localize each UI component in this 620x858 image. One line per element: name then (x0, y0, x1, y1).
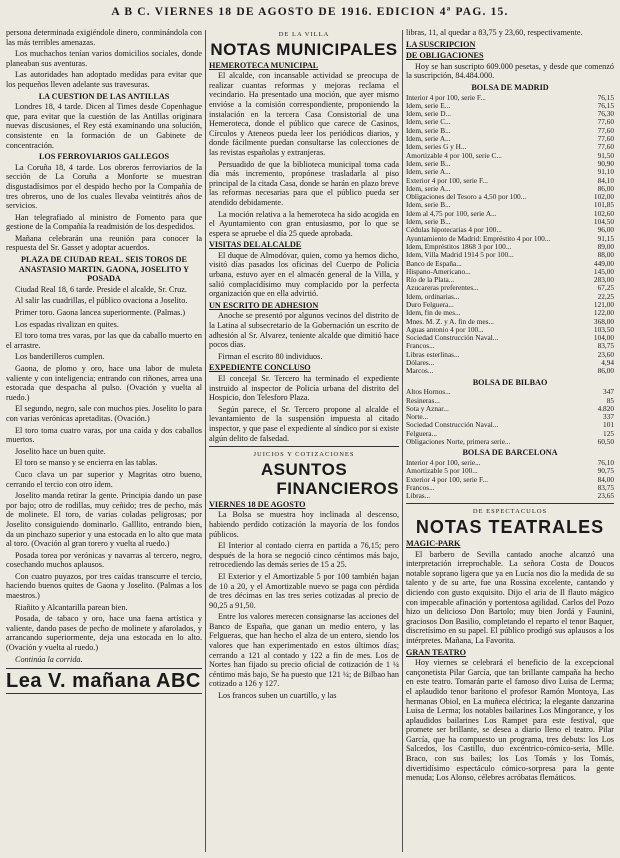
paragraph: Posada torea por verónicas y navarras al tercero, negro, cosechando muchos aplausos. (6, 550, 202, 570)
table-row (406, 492, 614, 500)
security-price: 121,00 (593, 300, 614, 309)
section-heading: VIERNES 18 DE AGOSTO (209, 499, 306, 509)
divider (406, 503, 614, 504)
security-name: Cédulas hipotecarias 4 por 100... (406, 226, 502, 235)
security-price: 368,00 (593, 317, 614, 326)
security-price: 91,10 (597, 168, 614, 177)
advertisement-banner: Lea V. mañana ABC (6, 670, 201, 693)
section-kicker: DE ESPECTACULOS (472, 508, 548, 516)
security-name: Amortizable 5 por 100... (406, 467, 478, 476)
paragraph: Los francos suben un cuartillo, y las (218, 691, 337, 701)
security-price: 77,60 (597, 135, 614, 144)
column-middle (209, 28, 399, 854)
table-row (406, 388, 614, 396)
security-name: Obligaciones Norte, primera serie... (406, 438, 511, 447)
table-row (406, 293, 614, 301)
security-name: Río de la Plata... (406, 276, 455, 285)
security-name: Norte... (406, 413, 429, 422)
security-name: Ayuntamiento de Madrid: Empréstito 4 por 100... (406, 234, 551, 243)
quotes-table-bilbao (406, 388, 614, 446)
security-price: 23,65 (597, 492, 614, 501)
table-row (406, 185, 614, 193)
section-heading: DE OBLIGACIONES (406, 51, 484, 61)
security-price: 76,15 (597, 93, 614, 102)
table-row (406, 268, 614, 276)
security-price: 103,50 (593, 325, 614, 334)
table-row (406, 152, 614, 160)
security-price: 76,30 (597, 110, 614, 119)
security-price: 104,00 (593, 334, 614, 343)
security-name: Sota y Aznar... (406, 404, 449, 413)
security-name: Idem, Empréstitos 1868 3 por 100... (406, 242, 512, 251)
security-price: 102,60 (593, 209, 614, 218)
section-heading: UN ESCRITO DE ADHESION (209, 300, 319, 310)
paragraph: Los muchachos tenían varios domicilios sociales, donde planeaban sus aventuras. (6, 49, 202, 68)
paragraph: El Exterior y el Amortizable 5 por 100 también bajan de 10 a 20, y el Amortizable nuevo se paga con pérdida de tres décimas en las tres series cotizadas al precio de 90,25 a 91,50. (209, 571, 399, 610)
table-row (406, 143, 614, 151)
paragraph: Al salir las cuadrillas, el público ovaciona a Joselito. (15, 296, 188, 306)
section-kicker: DE LA VILLA (278, 31, 330, 38)
security-name: Idem al 4,75 por 100, serie A... (406, 209, 497, 218)
table-row (406, 367, 614, 375)
paragraph: Primer toro. Gaona lancea superiormente. (Palmas.) (15, 308, 186, 318)
table-row (406, 421, 614, 429)
paragraph: Joselito hace un buen quite. (15, 446, 106, 456)
security-price: 77,60 (597, 118, 614, 127)
security-name: Exterior 4 por 100, serie F... (406, 475, 488, 484)
security-price: 60,50 (597, 438, 614, 447)
table-row (406, 168, 614, 176)
security-name: Francos... (406, 483, 435, 492)
security-price: 22,25 (597, 292, 614, 301)
table-row (406, 342, 614, 350)
paragraph: Persuadido de que la biblioteca municipal toma cada día más incremento, propónese trasladarla al piso principal de la citada Casa, donde se harán en plazo breve las reformas necesarias para que el público pueda ser atendido debidamente. (209, 159, 399, 207)
table-title: BOLSA DE BILBAO (472, 377, 548, 387)
column-left (6, 28, 202, 854)
column-rule (402, 30, 403, 852)
paragraph: El concejal Sr. Tercero ha terminado el expediente instruido al inspector de Policía urbana del distrito del Hospicio, don Telesforo Plaza. (209, 374, 399, 403)
security-name: Idem, serie E... (406, 101, 451, 110)
table-row (406, 359, 614, 367)
security-price: 76,15 (597, 101, 614, 110)
section-heading: LOS FERROVIARIOS GALLEGOS (38, 152, 170, 162)
section-title: FINANCIEROS (276, 478, 399, 498)
paragraph: Posada, de tabaco y oro, hace una faena artística y valiente, dando pases de pecho de molinete y afarolados, y arrancando superiormente, deja una estocada en lo alto. (Ovación y vuelta al ruedo.) (6, 614, 202, 653)
security-price: 86,00 (597, 367, 614, 376)
table-row (406, 201, 614, 209)
paragraph: Con cuatro puyazos, por tres caídas transcurre el tercio, haciendo buenos quites de Gaona y Joselito. (Palmas a los maestros.) (6, 571, 202, 601)
table-row (406, 413, 614, 421)
table-row (406, 284, 614, 292)
paragraph: Anoche se presentó por algunos vecinos del distrito de la Latina al subsecretario de la Gobernación un escrito de adhesión al Sr. Alvarez, teniente alcalde que dimitió hace pocos días. (209, 311, 399, 350)
security-name: Idem, series G y H... (406, 143, 467, 152)
security-name: Idem, fin de mes... (406, 309, 461, 318)
table-row (406, 118, 614, 126)
security-name: Mnes. M. Z. y A. fin de mes... (406, 317, 494, 326)
section-heading: GRAN TEATRO (406, 647, 466, 657)
security-name: Azucareras preferentes... (406, 284, 479, 293)
paragraph: persona determinada exigiéndole dinero, conminándola con las más terribles amenazas. (6, 28, 202, 47)
security-price: 83,75 (597, 342, 614, 351)
paragraph: El toro se manso y se encierra en las tablas. (15, 458, 158, 468)
paragraph: Cuco clava un par superior y Magritas otro bueno, cerrando el tercio con otro ídem. (6, 469, 202, 489)
security-price: 88,00 (597, 251, 614, 260)
security-name: Marcos... (406, 367, 434, 376)
paragraph: El duque de Almodóvar, quien, como ya hemos dicho, visitó días pasados los oficinas del Cuerpo de Policía urbana, estuvo ayer en el almacén general de la Villa, y salió complacidísimo muy complacido por la perfecta organización que en ella advirtió. (209, 250, 399, 299)
security-name: Idem, serie B... (406, 201, 451, 210)
table-row (406, 177, 614, 185)
security-name: Exterior 4 por 100, serie F... (406, 176, 488, 185)
security-price: 125 (603, 429, 614, 438)
security-name: Libras esterlinas... (406, 350, 460, 359)
security-name: Banco de España... (406, 259, 462, 268)
section-heading: LA SUSCRIPCION (406, 39, 476, 49)
security-price: 101,85 (593, 201, 614, 210)
paragraph: Los banderilleros cumplen. (15, 352, 105, 362)
table-row (406, 102, 614, 110)
security-name: Libras... (406, 492, 431, 501)
table-row (406, 226, 614, 234)
security-price: 86,00 (597, 184, 614, 193)
paragraph: El barbero de Sevilla cantado anoche alcanzó una interpretación irreprochable. La señora Costa de Doucos notable soprano ligera que ya en Lucía nos dio la medida de su talento y de su arte, fue una Rossina excelente, cantando y diciendo con gusto exquisito. Dijo el aria de Il flauto mágico con impecable afinación y portentosa agilidad. Carlos del Pozo hizo un delicioso Don Bartolo; muy bien Jordá y Faunini, graciosos Don Basilio, completando el reparto el tenor Baquer, discretísimo en su papel. El público prodigó sus aplausos a los intérpretes. Mañana, La Favorita. (406, 549, 614, 645)
table-row (406, 318, 614, 326)
security-price: 67,25 (597, 284, 614, 293)
table-row (406, 405, 614, 413)
security-name: Idem, ordinarias... (406, 292, 460, 301)
table-row (406, 326, 614, 334)
section-title: ASUNTOS (260, 459, 348, 479)
paragraph: El segundo, negro, sale con muchos pies. Joselito lo para con varias verónicas apretaditas. (Ovación.) (6, 404, 202, 423)
table-row (406, 243, 614, 251)
table-row (406, 476, 614, 484)
security-price: 77,60 (597, 143, 614, 152)
paragraph: La Coruña 18, 4 tarde. Los obreros ferroviarios de la sección de La Coruña a Monforte se muestran disgustadísimos por el despido hecho por la Compañía de tres obreros, uno de los cuales llevaba veintitrés años de servicios. (6, 162, 202, 211)
paragraph: El alcalde, con incansable actividad se preocupa de realizar cuantas reformas y mejoras reclama el vecindario. Ha presentado una moción, que ayer mismo envióse a la comisión correspondiente, proponiendo la instalación en la tercera Casa Consistorial de una Hemeroteca, donde el público que carece de Casinos, Círculos y Ateneos pueda leer los periódicos diarios, y donde fácilmente puedan consultarse las colecciones de las revistas españolas y extranjeras. (209, 71, 399, 157)
security-name: Sociedad Construcción Naval... (406, 334, 499, 343)
table-row (406, 467, 614, 475)
security-price: 23,60 (597, 350, 614, 359)
table-row (406, 334, 614, 342)
section-heading: PLAZA DE CIUDAD REAL. SEIS TOROS DE ANASTASIO MARTIN. GAONA, JOSELITO Y POSADA (18, 255, 190, 284)
table-row (406, 235, 614, 243)
table-row (406, 430, 614, 438)
table-row (406, 160, 614, 168)
security-price: 101 (603, 421, 614, 430)
paragraph: Hoy se han suscripto 609.000 pesetas, y desde que comenzó la suscripción, 84.484.000. (406, 61, 614, 81)
table-row (406, 351, 614, 359)
security-price: 90,75 (597, 467, 614, 476)
paragraph: La moción relativa a la hemeroteca ha sido acogida en el Ayuntamiento con gran entusiasmo, por lo que se espera se apruebe el día 25 quede aprobada. (209, 209, 399, 238)
security-name: Idem, serie B... (406, 126, 451, 135)
security-price: 145,00 (593, 267, 614, 276)
paragraph: Riañito y Alcantarilla parean bien. (15, 602, 128, 612)
section-title: NOTAS TEATRALES (415, 517, 605, 537)
table-row (406, 127, 614, 135)
paragraph: Hoy viernes se celebrará el beneficio de la excepcional cançonetista Pilar García, que tan brillante campaña ha hecho en este teatro. Tomarán parte el famoso divo Luisa de Lerma; el aplaudido tenor barítono el profesor Ramón Montoya, Las hermanas Obiol, en La muñeca eléctrica; la elegante danzarina Luisa de Lerma; los notables bailarines Los Mingorance, y los aplaudidos bailarines Los Rampet para este festival, que promete ser brillante, se desea a diario lleno el teatro. Pilar García, que ha compuesto un programa, tres debuts: los Los Salcedos, los Castillo, duo excéntrico-cómico-seria, Mlle. Braco, con sus bailes; los Los Tomás y los Tomás, divertidísimo espectáculo cómico-sorpresa para la gente menuda; Los Alonso, célebres acróbatas flemáticos. (406, 658, 614, 783)
paragraph: Según parece, el Sr. Tercero propone al alcalde el levantamiento de la suspensión impuesta al citado inspector, y que pase el expediente al síndico por si existe algún delito de falsedad. (209, 404, 399, 443)
security-name: Idem, serie D... (406, 110, 451, 119)
security-price: 4.820 (597, 404, 614, 413)
security-price: 102,00 (593, 193, 614, 202)
security-name: Idem, serie C... (406, 118, 451, 127)
paragraph: Joselito manda retirar la gente. Principia dando un pase por bajo; otro de rodillas, muy ceñido; tres de pecho, más de molinete. El toro, de varias coladas peligrosas; por Joselito consiguiendo dominarlo. Galllito, entrando bien, da un pinchazo superior y una estocada en lo alto que mata al toro. (Ovación al gran torero y vuelta al ruedo.) (6, 491, 202, 549)
security-price: 347 (603, 388, 614, 397)
table-row (406, 193, 614, 201)
paragraph: Entre los valores merecen consignarse las acciones del Banco de España, que ganan un medio entero, y las Felgueras, que han hecho el alza de un entero, siendo los valores que han experimentado en estos últimos días; cerrando a 121 al contado y 122 a fin de mes. Los de Nortes han fijado su precio oficial de cotización de 1 ¼ céntimo más bajo, Se ha puesto que 121 ¼; de Bilbao han cotizado a 126 y 127. (209, 612, 399, 689)
security-price: 85 (606, 396, 614, 405)
security-name: Duro Felguera... (406, 300, 454, 309)
paragraph: Las autoridades han adoptado medidas para evitar que los pequeños lleven adelante sus travesuras. (6, 70, 202, 89)
security-name: Amortizable 4 por 100, serie C... (406, 151, 502, 160)
paragraph: Mañana celebrarán una reunión para conocer la respuesta del Sr. Gasset y adoptar acuerdos. (6, 233, 202, 253)
section-heading: LA CUESTION DE LAS ANTILLAS (38, 91, 170, 101)
security-name: Resineras... (406, 396, 440, 405)
security-name: Dólares... (406, 359, 435, 368)
security-price: 337 (603, 413, 614, 422)
table-row (406, 135, 614, 143)
security-price: 84,00 (597, 475, 614, 484)
table-title: BOLSA DE MADRID (471, 82, 549, 92)
section-heading: MAGIC-PARK (406, 539, 461, 548)
table-row (406, 218, 614, 226)
paragraph: Los espadas rivalizan en quites. (15, 319, 119, 329)
quotes-table-barcelona (406, 459, 614, 500)
security-price: 4,94 (601, 359, 614, 368)
table-row (406, 276, 614, 284)
table-row (406, 459, 614, 467)
security-name: Idem, serie A... (406, 184, 451, 193)
security-name: Idem, Villa Madrid 1914 5 por 100... (406, 251, 514, 260)
security-name: Idem, serie B... (406, 159, 451, 168)
security-name: Francos... (406, 342, 435, 351)
security-name: Sociedad Construcción Naval... (406, 421, 499, 430)
table-row (406, 251, 614, 259)
security-price: 104,50 (593, 218, 614, 227)
security-price: 77,60 (597, 126, 614, 135)
security-price: 76,10 (597, 458, 614, 467)
paragraph: La Bolsa se muestra hoy inclinada al descenso, habiendo perdido cotización la mayoría de los fondos públicos. (209, 510, 399, 539)
table-row (406, 94, 614, 102)
security-name: Idem, serie B... (406, 218, 451, 227)
section-heading: HEMEROTECA MUNICIPAL (209, 60, 319, 70)
security-price: 96,00 (597, 226, 614, 235)
table-row (406, 309, 614, 317)
security-price: 83,75 (597, 483, 614, 492)
paragraph: Gaona, de plomo y oro, hace una labor de muleta valiente y con inteligencia; entrando con riñones, arrea una estocada que despacha al pulso. (Ovación y vuelta al ruedo.) (6, 364, 202, 402)
security-name: Altos Hornos... (406, 388, 451, 397)
security-price: 90,90 (597, 159, 614, 168)
security-name: Interior 4 por 100, serie... (406, 458, 481, 467)
security-name: Felguera... (406, 429, 438, 438)
security-price: 91,15 (597, 234, 614, 243)
paragraph: Ciudad Real 18, 6 tarde. Preside el alcalde, Sr. Cruz. (15, 284, 187, 294)
security-price: 449,00 (593, 259, 614, 268)
security-name: Obligaciones del Tesoro a 4,50 por 100... (406, 193, 527, 202)
paragraph: Han telegrafiado al ministro de Fomento para que gestione de la Compañía la readmisión de los despedidos. (6, 212, 202, 232)
security-name: Idem, serie A... (406, 135, 451, 144)
table-title: BOLSA DE BARCELONA (462, 448, 558, 458)
security-price: 122,00 (593, 309, 614, 318)
table-row (406, 484, 614, 492)
continuation-note: Continúa la corrida. (15, 654, 83, 664)
paragraph: El Interior al contado cierra en partida a 76,15; pero después de la hora se negoció cinco céntimos más bajo, retrocediendo las demás series de 15 a 25. (209, 541, 399, 570)
paragraph: Firman el escrito 80 individuos. (218, 351, 323, 361)
table-row (406, 397, 614, 405)
column-rule (205, 30, 206, 852)
table-row (406, 210, 614, 218)
security-name: Idem, serie A... (406, 168, 451, 177)
security-price: 84,10 (597, 176, 614, 185)
security-name: Interior 4 por 100, serie F... (406, 93, 486, 102)
paragraph: El toro toma tres varas, por las que da caballo muerto en el arrastre. (6, 331, 202, 350)
section-title: NOTAS MUNICIPALES (210, 39, 398, 59)
security-price: 283,00 (593, 276, 614, 285)
table-row (406, 438, 614, 446)
paragraph: El toro toma cuatro varas, por una caída y dos caballos muertos. (6, 425, 202, 445)
section-heading: EXPEDIENTE CONCLUSO (209, 363, 311, 373)
page-header: A B C. VIERNES 18 DE AGOSTO DE 1916. EDICION 4ª PAG. 15. (111, 6, 509, 18)
section-heading: VISITAS DEL ALCALDE (209, 240, 302, 250)
paragraph: libras, 11, al quedar a 83,75 y 23,60, respectivamente. (406, 28, 583, 37)
security-name: Aguas antonio 4 por 100... (406, 325, 484, 334)
security-name: Hispano-Americano... (406, 267, 471, 276)
security-price: 89,00 (597, 242, 614, 251)
divider (209, 446, 399, 447)
quotes-table-madrid (406, 94, 614, 376)
table-row (406, 301, 614, 309)
table-row (406, 110, 614, 118)
security-price: 91,50 (597, 151, 614, 160)
table-row (406, 260, 614, 268)
paragraph: Londres 18, 4 tarde. Dicen al Times desde Copenhague que, para evitar que la cuestión de las Antillas originara nuevas discusiones, el Rey está examinando una solución, consistente en la formación de un Gabinete de concentración. (6, 102, 202, 150)
section-kicker: JUICIOS Y COTIZACIONES (253, 451, 355, 459)
column-right (406, 28, 614, 854)
